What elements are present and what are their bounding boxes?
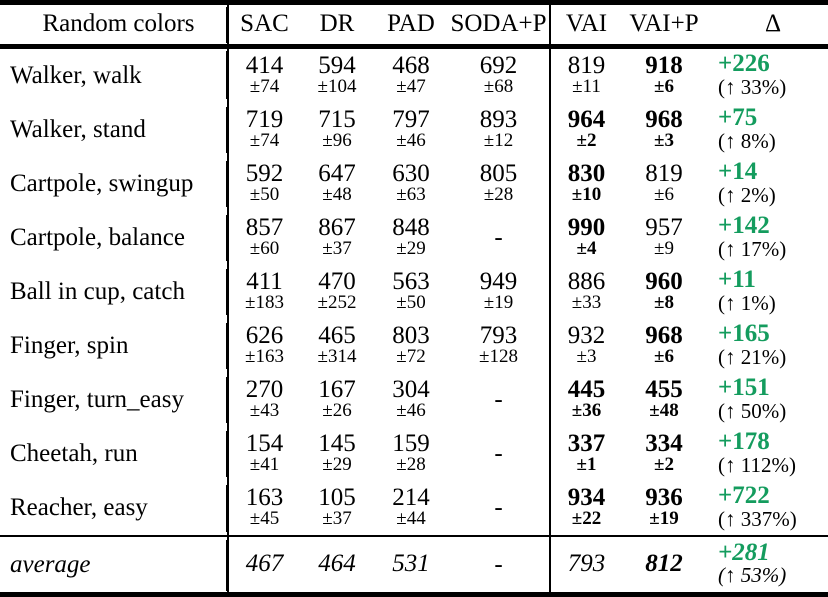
cell-delta (706, 47, 828, 104)
metric-std: ±2 (654, 454, 674, 476)
metric-std: ±33 (571, 292, 602, 314)
metric-mean: 803 (392, 321, 430, 349)
missing-value: - (494, 550, 503, 578)
metric-std: ±6 (654, 76, 674, 98)
metric-mean: 154 (245, 429, 284, 457)
metric-std: ±37 (322, 238, 352, 260)
metric-std: ±104 (317, 76, 357, 98)
cell-delta (706, 265, 828, 319)
metric-mean: 805 (479, 159, 518, 187)
delta-percent: (↑ 50%) (718, 398, 787, 423)
cell-task-label: Walker, walk (10, 62, 142, 89)
cell-delta (706, 481, 828, 536)
metric-mean: 167 (318, 375, 356, 403)
cell-vai (550, 373, 622, 427)
column-header-task: Random colors (42, 9, 195, 37)
column-header-pad: PAD (387, 9, 435, 37)
metric-std: ±50 (249, 184, 280, 206)
metric-mean: 692 (479, 51, 518, 79)
cell-task-label: Finger, turn_easy (10, 386, 184, 413)
cell-sac (228, 211, 300, 265)
cell-sac (228, 47, 300, 104)
missing-value: - (494, 440, 503, 467)
metric-mean: 936 (645, 483, 683, 511)
metric-std: ±22 (571, 508, 602, 530)
cell-task-label: Walker, stand (10, 116, 146, 143)
cell-delta (706, 319, 828, 373)
metric-mean: 793 (479, 321, 518, 349)
metric-mean: 886 (567, 267, 606, 295)
cell-dr (300, 103, 374, 157)
metric-mean: 465 (318, 321, 356, 349)
missing-value: - (494, 494, 503, 521)
cell-vai-p (622, 373, 706, 427)
cell-pad (374, 211, 448, 265)
cell-sac (228, 319, 300, 373)
table-row (0, 47, 828, 104)
metric-std: ±44 (396, 508, 426, 530)
metric-mean: 467 (245, 549, 284, 577)
cell-task-label: Cartpole, balance (10, 224, 185, 251)
metric-mean: 464 (318, 549, 356, 577)
delta-value: +142 (718, 212, 770, 240)
metric-mean: 630 (392, 159, 430, 187)
delta-value: +151 (718, 374, 770, 402)
cell-soda-p (448, 427, 550, 481)
metric-mean: 960 (645, 267, 683, 295)
metric-std: ±3 (654, 130, 674, 152)
metric-mean: 968 (645, 105, 683, 133)
metric-mean: 893 (479, 105, 518, 133)
cell-sac (228, 103, 300, 157)
metric-std: ±46 (396, 130, 426, 152)
delta-percent: (↑ 8%) (718, 128, 776, 153)
metric-mean: 214 (392, 483, 430, 511)
metric-std: ±37 (322, 508, 352, 530)
delta-percent: (↑ 53%) (718, 563, 787, 588)
metric-std: ±74 (249, 76, 280, 98)
cell-soda-p (448, 265, 550, 319)
metric-std: ±314 (317, 346, 357, 368)
cell-vai-p (622, 427, 706, 481)
metric-mean: 819 (645, 159, 683, 187)
metric-mean: 848 (392, 213, 430, 241)
cell-task-label: Finger, spin (10, 332, 129, 359)
cell-vai (550, 47, 622, 104)
metric-std: ±9 (654, 238, 674, 260)
metric-mean: 932 (567, 321, 606, 349)
metric-std: ±11 (572, 76, 601, 98)
cell-vai (550, 211, 622, 265)
cell-vai (550, 481, 622, 536)
metric-std: ±252 (317, 292, 357, 314)
table-row (0, 157, 828, 211)
metric-std: ±41 (249, 454, 280, 476)
cell-vai-p (622, 481, 706, 536)
cell-task-label: Cartpole, swingup (10, 170, 194, 197)
metric-std: ±60 (249, 238, 280, 260)
cell-soda-p (448, 373, 550, 427)
metric-std: ±28 (483, 184, 514, 206)
missing-value: - (494, 224, 503, 251)
metric-std: ±4 (576, 238, 597, 260)
cell-vai-p (622, 536, 706, 595)
metric-std: ±47 (396, 76, 426, 98)
metric-std: ±163 (245, 346, 284, 368)
metric-std: ±8 (654, 292, 674, 314)
cell-vai (550, 103, 622, 157)
metric-mean: 719 (245, 105, 284, 133)
delta-percent: (↑ 17%) (718, 236, 787, 261)
metric-mean: 337 (567, 429, 606, 457)
metric-mean: 105 (318, 483, 356, 511)
metric-mean: 414 (245, 51, 284, 79)
cell-dr (300, 319, 374, 373)
metric-std: ±2 (576, 130, 597, 152)
metric-std: ±36 (571, 400, 602, 422)
metric-std: ±1 (576, 454, 597, 476)
table-row (0, 265, 828, 319)
metric-mean: 592 (245, 159, 284, 187)
cell-vai-p (622, 319, 706, 373)
metric-mean: 304 (392, 375, 430, 403)
cell-task-label: Ball in cup, catch (10, 278, 185, 305)
cell-soda-p (448, 211, 550, 265)
table-row (0, 481, 828, 536)
delta-percent: (↑ 337%) (718, 506, 797, 531)
table-row (0, 211, 828, 265)
delta-percent: (↑ 2%) (718, 182, 776, 207)
metric-mean: 626 (245, 321, 284, 349)
metric-mean: 647 (318, 159, 356, 187)
metric-std: ±96 (322, 130, 352, 152)
cell-soda-p (448, 103, 550, 157)
cell-dr (300, 427, 374, 481)
metric-mean: 531 (392, 549, 430, 577)
cell-vai (550, 536, 622, 595)
cell-soda-p (448, 157, 550, 211)
cell-task-label: average (10, 550, 91, 578)
table-row (0, 373, 828, 427)
cell-dr (300, 211, 374, 265)
delta-value: +165 (718, 320, 770, 348)
cell-vai-p (622, 157, 706, 211)
metric-mean: 990 (567, 213, 606, 241)
metric-mean: 949 (479, 267, 518, 295)
metric-std: ±10 (571, 184, 602, 206)
cell-vai (550, 319, 622, 373)
metric-std: ±183 (245, 292, 284, 314)
delta-value: +11 (718, 266, 756, 294)
metric-mean: 445 (567, 375, 606, 403)
metric-std: ±48 (649, 400, 679, 422)
metric-std: ±6 (654, 184, 674, 206)
metric-std: ±3 (576, 346, 597, 368)
table-footer (0, 536, 828, 595)
column-header-dr: DR (319, 9, 355, 37)
metric-mean: 411 (246, 267, 283, 295)
metric-mean: 964 (567, 105, 606, 133)
column-header-sac: SAC (228, 3, 300, 47)
cell-sac (228, 481, 300, 536)
metric-std: ±45 (249, 508, 280, 530)
cell-delta (706, 211, 828, 265)
table-row (0, 427, 828, 481)
delta-value: +281 (718, 538, 770, 566)
cell-task-label: Cheetah, run (10, 440, 138, 467)
delta-percent: (↑ 112%) (718, 452, 796, 477)
cell-dr (300, 536, 374, 595)
cell-sac (228, 536, 300, 595)
missing-value: - (494, 386, 503, 413)
metric-std: ±26 (322, 400, 352, 422)
cell-dr (300, 157, 374, 211)
metric-mean: 468 (392, 51, 430, 79)
delta-value: +226 (718, 50, 770, 78)
metric-mean: 270 (245, 375, 284, 403)
cell-vai (550, 157, 622, 211)
metric-mean: 334 (645, 429, 683, 457)
delta-percent: (↑ 1%) (718, 290, 776, 315)
cell-pad (374, 481, 448, 536)
metric-std: ±29 (396, 238, 426, 260)
metric-mean: 812 (645, 549, 683, 577)
metric-mean: 797 (392, 105, 430, 133)
metric-mean: 793 (567, 549, 606, 577)
metric-mean: 159 (392, 429, 430, 457)
cell-vai-p (622, 47, 706, 104)
delta-value: +722 (718, 482, 770, 510)
cell-vai (550, 265, 622, 319)
metric-std: ±46 (396, 400, 426, 422)
cell-delta (706, 427, 828, 481)
cell-pad (374, 265, 448, 319)
metric-std: ±128 (479, 346, 518, 368)
cell-delta (706, 157, 828, 211)
cell-pad (374, 427, 448, 481)
metric-mean: 455 (645, 375, 683, 403)
delta-value: +178 (718, 428, 770, 456)
metric-mean: 145 (318, 429, 356, 457)
cell-vai-p (622, 103, 706, 157)
cell-sac (228, 157, 300, 211)
metric-std: ±74 (249, 130, 280, 152)
metric-std: ±29 (322, 454, 352, 476)
metric-std: ±19 (483, 292, 514, 314)
cell-pad (374, 103, 448, 157)
column-header-delta: Δ (764, 9, 782, 37)
cell-delta (706, 536, 828, 595)
cell-pad (374, 319, 448, 373)
cell-sac (228, 373, 300, 427)
table-row (0, 103, 828, 157)
metric-mean: 968 (645, 321, 683, 349)
table-row (0, 319, 828, 373)
cell-task-label: Reacher, easy (10, 494, 148, 521)
delta-percent: (↑ 33%) (718, 74, 787, 99)
metric-std: ±28 (396, 454, 426, 476)
metric-mean: 594 (318, 51, 356, 79)
metric-mean: 163 (245, 483, 284, 511)
metric-std: ±43 (249, 400, 280, 422)
cell-vai-p (622, 265, 706, 319)
metric-std: ±19 (649, 508, 679, 530)
metric-mean: 857 (245, 213, 284, 241)
cell-dr (300, 373, 374, 427)
cell-dr (300, 265, 374, 319)
metric-std: ±50 (396, 292, 426, 314)
metric-std: ±72 (396, 346, 426, 368)
delta-value: +75 (718, 104, 758, 132)
metric-mean: 563 (392, 267, 430, 295)
metric-std: ±63 (396, 184, 426, 206)
metric-std: ±68 (483, 76, 514, 98)
delta-percent: (↑ 21%) (718, 344, 787, 369)
cell-soda-p (448, 319, 550, 373)
column-header-vai-p: VAI+P (629, 9, 699, 37)
cell-soda-p (448, 47, 550, 104)
metric-std: ±6 (654, 346, 674, 368)
metric-mean: 918 (645, 51, 683, 79)
delta-value: +14 (718, 158, 758, 186)
metric-mean: 830 (567, 159, 606, 187)
table-row-average (0, 536, 828, 595)
table-body (0, 47, 828, 537)
cell-pad (374, 373, 448, 427)
cell-delta (706, 373, 828, 427)
cell-dr (300, 481, 374, 536)
cell-pad (374, 47, 448, 104)
cell-sac (228, 265, 300, 319)
cell-pad (374, 536, 448, 595)
metric-std: ±12 (483, 130, 514, 152)
column-header-vai: VAI (550, 3, 622, 47)
metric-mean: 934 (567, 483, 606, 511)
cell-pad (374, 157, 448, 211)
metric-mean: 715 (318, 105, 356, 133)
metric-mean: 957 (645, 213, 683, 241)
cell-soda-p (448, 536, 550, 595)
cell-delta (706, 103, 828, 157)
cell-dr (300, 47, 374, 104)
metric-mean: 867 (318, 213, 356, 241)
cell-vai (550, 427, 622, 481)
table-header-row (0, 3, 828, 47)
cell-vai-p (622, 211, 706, 265)
metric-std: ±48 (322, 184, 352, 206)
cell-soda-p (448, 481, 550, 536)
metric-mean: 819 (567, 51, 606, 79)
cell-sac (228, 427, 300, 481)
column-header-soda-p: SODA+P (450, 9, 547, 37)
metric-mean: 470 (318, 267, 356, 295)
